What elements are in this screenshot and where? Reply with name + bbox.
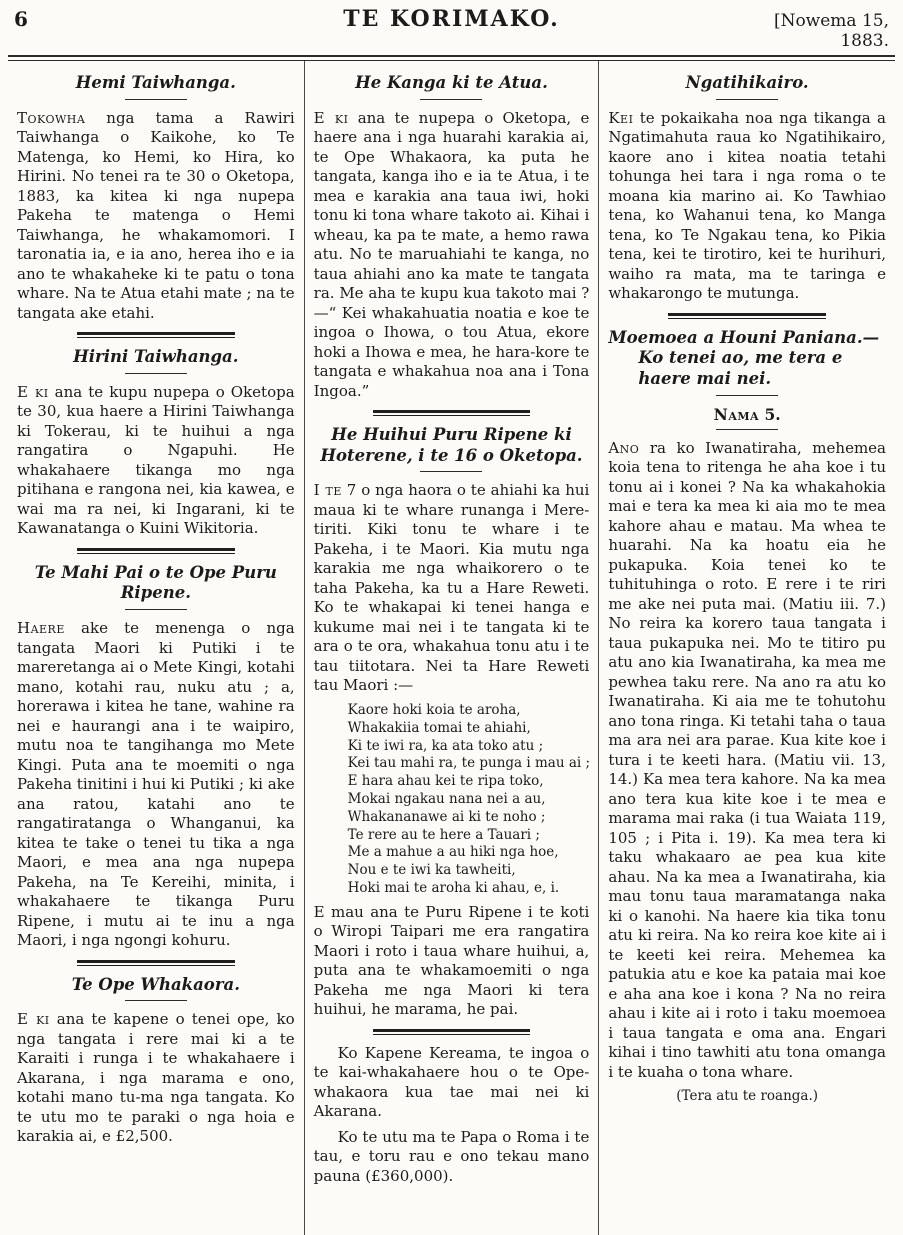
lead-word: Tokowha bbox=[17, 108, 86, 127]
article-he-huihui-puru-ripene bbox=[314, 425, 590, 1020]
poem-line: Kei tau mahi ra, te punga i mau ai ; bbox=[347, 755, 591, 772]
poem-line: E hara ahau kei te ripa toko, bbox=[347, 773, 544, 790]
article-heading: He Kanga ki te Atua. bbox=[355, 73, 548, 92]
article-paragraph bbox=[314, 1044, 590, 1122]
poem-line: Mokai ngakau nana nei a au, bbox=[347, 790, 546, 807]
page-number: 6 bbox=[14, 7, 28, 31]
paragraph-text: ana te nupepa o Oketopa, e haere ana i nga huarahi karakia ai, te Ope Whakaora, ka puta he tangata, kanga iho e ia te Atua, i te mea e karakia ana taua iwi, hoki tonu ki tona whare takoto ai. Kihai i wheau, ka pa te mate, a hemo rawa atu. No te maruahiahi te kanga, no taua ahiahi ano ka mate te tangata ra. Me aha te kupu kua takoto mai ?—“ Kei whakahuatia noatia e koe te ingoa o Ihowa, o tou Atua, ekore hoki a Ihowa e mea, he hara-kore te tangata e whakahua noa ana i Tona Ingoa.” bbox=[313, 108, 590, 400]
masthead bbox=[8, 4, 895, 54]
article-ngatihikairo bbox=[608, 73, 886, 304]
article-paragraph bbox=[17, 619, 295, 951]
paragraph-text: ana te kapene o tenei ope, ko nga tangata i rere mai ki a te Karaiti i runga i te whakahaere i Akarana, i nga marama e ono, kotahi mano tu-ma nga tangata. Ko te utu mo te paraki o nga hoia e karakia ai, e £2,500. bbox=[17, 1010, 295, 1146]
newspaper-title: TE KORIMAKO. bbox=[343, 6, 560, 32]
article-hemi-taiwhanga bbox=[17, 73, 295, 323]
heading-rule bbox=[716, 99, 778, 102]
article-paragraph bbox=[314, 109, 590, 402]
heading-rule bbox=[420, 471, 482, 474]
section-divider bbox=[77, 548, 235, 554]
section-divider bbox=[77, 960, 235, 966]
article-heading: Te Ope Whakaora. bbox=[71, 974, 240, 994]
paragraph-text: ana te kupu nupepa o Oketopa te 30, kua haere a Hirini Taiwhanga ki Tokerau, ki te huihui a nga rangatira o Ngapuhi. He whakahaere tikanga mo nga pitihana e rangona nei, kia kawea, e wai ma ra nei, ki Ingarani, ki te Kawanatanga o Kuini Wikitoria. bbox=[17, 382, 295, 538]
waiata-poem bbox=[314, 702, 590, 898]
article-te-mahi-pai bbox=[17, 563, 295, 951]
lead-word: Ano bbox=[608, 438, 640, 457]
poem-line: Me a mahue a au hiki nga hoe, bbox=[347, 844, 559, 861]
article-heading: Ngatihikairo. bbox=[685, 73, 809, 92]
heading-rule bbox=[716, 395, 778, 398]
paragraph-text: nga tama a Rawiri Taiwhanga o Kaikohe, ko Te Matenga, ko Hemi, ko Hira, ko Hirini. No tenei ra te 30 o Oketopa, 1883, ka kitea ki nga nupepa Pakeha te matenga o Hemi Taiwhanga, he whakamomori. I taronatia ia, e ia ano, herea iho e ia ano te whakaheke ki te patu o tona whare. Na te Atua etahi mate ; na te tangata ake etahi. bbox=[17, 108, 295, 322]
column-1 bbox=[8, 61, 304, 1235]
paragraph-text: ake te menenga o nga tangata Maori ki Putiki i te mareretanga ai o Mete Kingi, kotahi mano, kotahi rau, nuku atu ; a, horerawa i kitea he tane, wahine ra nei e haurangi ana i te waipiro, mutu noa te tangihanga mo Mete Kingi. Puta ana te moemiti o nga Pakeha tinitini i hui ki Putiki ; ki ake ana ratou, katahi ano te rangatiratanga o Whanganui, ka kitea te take o tenei tu tika a nga Maori, e mea ana nga nupepa Pakeha, na Te Kereihi, minita, i whakahaere te tikanga Puru Ripene, i mutu ai te inu a nga Maori, i nga ngongi kohuru. bbox=[17, 619, 295, 949]
paragraph-text: Ko te utu ma te Papa o Roma i te tau, e toru rau e ono tekau mano pauna (£360,000). bbox=[313, 1127, 590, 1185]
paragraph-text: 7 o nga haora o te ahiahi ka hui maua ki te whare runanga i Mere-tiriti. Kiki tonu te whare i te Pakeha, i te Maori. Kia mutu nga karakia me nga whaikorero o te taha Pakeha, ka tu a Hare Reweti. Ko te whakapai ki tenei hanga e kukume mai nei i te tangata ki te ara o te ora, whakahua tonu atu i te tau tiitotara. Nei ta Hare Reweti tau Maori :— bbox=[313, 481, 590, 695]
poem-line: Ki te iwi ra, ka ata toko atu ; bbox=[347, 737, 544, 754]
poem-line: Whakakiia tomai te ahiahi, bbox=[347, 719, 531, 736]
article-paragraph bbox=[608, 109, 886, 304]
article-heading: Moemoea a Houni Paniana.— Ko tenei ao, me tera e haere mai nei. bbox=[608, 327, 880, 388]
poem-line: Kaore hoki koia te aroha, bbox=[347, 701, 521, 718]
lead-word: E ki bbox=[17, 382, 49, 401]
article-heading: Te Mahi Pai o te Ope Puru Ripene. bbox=[34, 562, 277, 603]
heading-rule bbox=[125, 99, 187, 102]
column-2 bbox=[304, 61, 600, 1235]
article-subheading bbox=[608, 405, 886, 424]
paragraph-text: E mau ana te Puru Ripene i te koti o Wiropi Taipari me era rangatira Maori i roto i taua whare huihui, a, puta ana te whakamoemiti o nga Pakeha me nga Maori ki tera huihui, he marama, he pai. bbox=[313, 902, 590, 1019]
column-3 bbox=[599, 61, 895, 1235]
paragraph-text: te pokaikaha noa nga tikanga a Ngatimahuta raua ko Ngatihikairo, kaore ano i kitea noatia tetahi tohunga hei tara i nga roma o te moana kia marino ai. Ko Tawhiao tena, ko Wahanui tena, ko Manga tena, ko Te Ngakau tena, ko Pikia tena, kei te tirotiro, kei te hurihuri, waiho ra mata, ma te taringa e whakarongo te mutunga. bbox=[608, 108, 886, 303]
issue-date: [Nowema 15, 1883. bbox=[773, 11, 889, 51]
paragraph-text: ra ko Iwanatiraha, mehemea koia tena to ritenga he aha koe i tu tonu ai i konei ? Na ka whakahokia mai e tera ka mea ki aia mo te mea kahore ahau e matau. Ma whea te huarahi. Na ka hoatu eia he pukapuka. Koia tenei ko te tuhituhinga o roto. E rere i te riri me ake nei puta mai. (Matiu iii. 7.) No reira ka korero taua tangata i taua pukapuka nei. Mo te titiro pu atu ano kia Iwanatiraha, ka mea me pewhea taku rere. Na ano ra atu ko Iwanatiraha. Ki aia me te tohutohu ano tona ringa. Ki tetahi taha o taua ma ara nei ara parae. Kua kite koe i tura i te keeti hara. (Matiu vii. 13, 14.) Ka mea tera kahore. Na ka mea ano tera kua kite koe i te mea e marama mai raka (i tua Waiata 119, 105 ; i Pita i. 19). Ka mea tera ki taku whakaaro ae pea kua kite ahau. Na ka mea a Iwanatiraha, kia mau tonu taua maramatanga naka ki o kanohi. Na haere kia tika tonu atu ki reira. Na ko reira koe kite ai i te keeti kei reira. Mehemea ka patukia atu e koe ka pataia mai koe e aha ana koe i kona ? Na no reira ahau i kite ai i roto i taku moemoea i taua tangata e oma ana. Engari kihai i tino tawhiti atu tona omanga i te kuaha o tona whare. bbox=[608, 438, 886, 1081]
poem-line: Hoki mai te aroha ki ahau, e, i. bbox=[347, 880, 560, 896]
column-container bbox=[8, 61, 895, 1235]
article-paragraph bbox=[608, 439, 886, 1083]
article-paragraph bbox=[314, 481, 590, 696]
article-heading: Hirini Taiwhanga. bbox=[73, 347, 239, 367]
heading-rule bbox=[125, 373, 187, 376]
article-moemoea-a-houni-paniana bbox=[608, 328, 886, 1104]
article-paragraph bbox=[17, 1010, 295, 1147]
paragraph-text: Ko Kapene Kereama, te ingoa o te kai-whakahaere hou o te Ope-whakaora kua tae mai nei ki Akarana. bbox=[313, 1043, 590, 1121]
article-he-kanga-ki-te-atua bbox=[314, 73, 590, 401]
article-paragraph bbox=[314, 1128, 590, 1187]
section-divider bbox=[668, 313, 826, 319]
article-paragraph bbox=[17, 109, 295, 324]
article-heading: Hemi Taiwhanga. bbox=[75, 73, 236, 92]
lead-word: E ki bbox=[17, 1010, 50, 1029]
heading-rule bbox=[125, 609, 187, 612]
article-hirini-taiwhanga bbox=[17, 347, 295, 539]
article-heading: He Huihui Puru Ripene ki Hoterene, i te 16 o Oketopa. bbox=[320, 425, 583, 465]
lead-word: I te bbox=[313, 481, 342, 500]
continuation-note: (Tera atu te roanga.) bbox=[676, 1088, 819, 1104]
section-divider bbox=[373, 410, 530, 416]
lead-word: E ki bbox=[313, 108, 349, 127]
article-paragraph bbox=[314, 903, 590, 1020]
section-divider bbox=[373, 1029, 530, 1035]
heading-rule bbox=[125, 1000, 187, 1003]
lead-word: Haere bbox=[17, 619, 65, 637]
subheading-text: 5. bbox=[759, 404, 781, 424]
poem-line: Te rere au te here a Tauari ; bbox=[347, 826, 540, 843]
article-paragraph bbox=[17, 383, 295, 539]
article-kapene-kereama bbox=[314, 1044, 590, 1187]
heading-rule bbox=[716, 429, 778, 432]
poem-line: Nou e te iwi ka tawheiti, bbox=[347, 862, 516, 879]
section-divider bbox=[77, 332, 235, 338]
lead-word: Nama bbox=[713, 404, 760, 424]
heading-rule bbox=[420, 99, 482, 102]
article-te-ope-whakaora bbox=[17, 975, 295, 1147]
lead-word: Kei bbox=[608, 108, 634, 127]
poem-line: Whakananawe ai ki te noho ; bbox=[347, 808, 546, 825]
